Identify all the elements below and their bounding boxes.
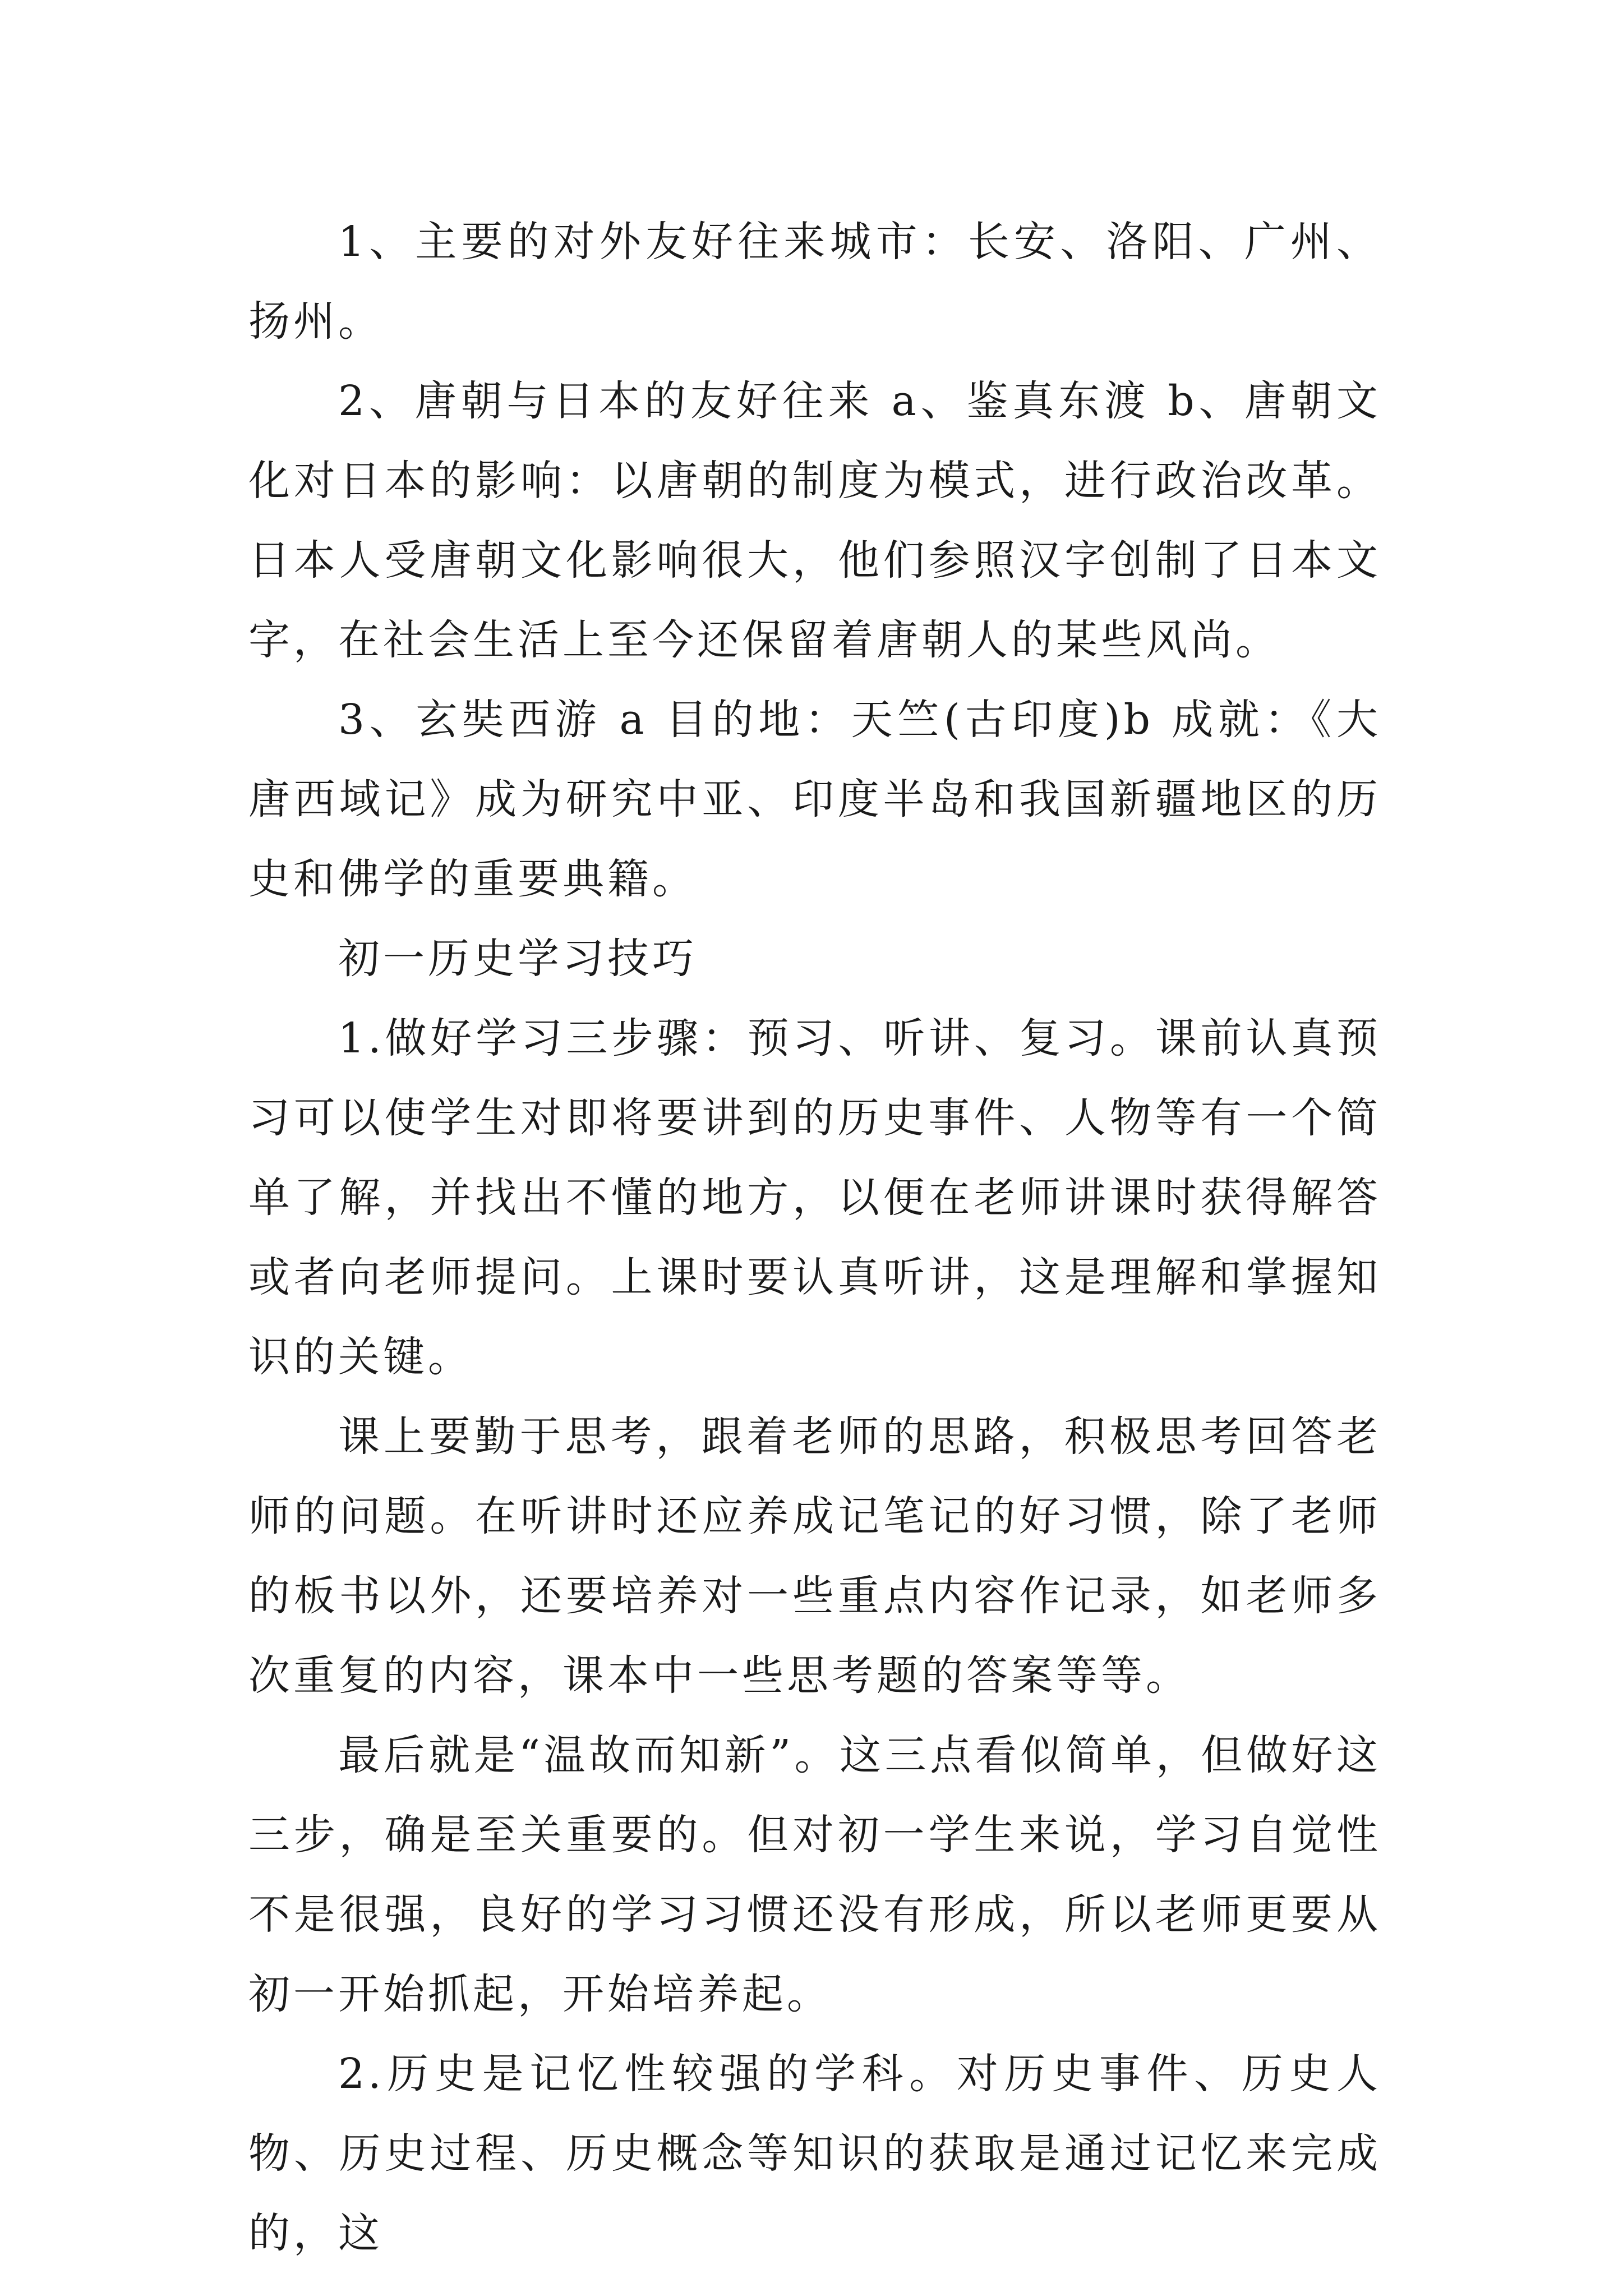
paragraph-memory: 2.历史是记忆性较强的学科。对历史事件、历史人物、历史过程、历史概念等知识的获取是通过记忆来完成的，这 (248, 2050, 1381, 2257)
section-heading: 初一历史学习技巧 (338, 935, 697, 983)
paragraph-trade-cities: 1、主要的对外友好往来城市：长安、洛阳、广州、扬州。 (248, 218, 1381, 346)
paragraph-study-steps: 1.做好学习三步骤：预习、听讲、复习。课前认真预习可以使学生对即将要讲到的历史事件、人物等有一个简单了解，并找出不懂的地方，以便在老师讲课时获得解答或者向老师提问。上课时要认真听讲，这是理解和掌握知识的关键。 (248, 1014, 1381, 1381)
paragraph-class-thinking: 课上要勤于思考，跟着老师的思路，积极思考回答老师的问题。在听讲时还应养成记笔记的好习惯，除了老师的板书以外，还要培养对一些重点内容作记录，如老师多次重复的内容，课本中一些思考题的答案等等。 (248, 1412, 1381, 1700)
paragraph-tang-japan: 2、唐朝与日本的友好往来 a、鉴真东渡 b、唐朝文化对日本的影响：以唐朝的制度为模式，进行政治改革。日本人受唐朝文化影响很大，他们参照汉字创制了日本文字，在社会生活上至今还保留着唐朝人的某些风尚。 (248, 377, 1381, 664)
document-body (248, 202, 1381, 2273)
paragraph-xuanzang: 3、玄奘西游 a 目的地：天竺(古印度)b 成就：《大唐西域记》成为研究中亚、印度半岛和我国新疆地区的历史和佛学的重要典籍。 (248, 696, 1381, 903)
paragraph-review: 最后就是“温故而知新”。这三点看似简单，但做好这三步，确是至关重要的。但对初一学生来说，学习自觉性不是很强，良好的学习习惯还没有形成，所以老师更要从初一开始抓起，开始培养起。 (248, 1731, 1381, 2018)
